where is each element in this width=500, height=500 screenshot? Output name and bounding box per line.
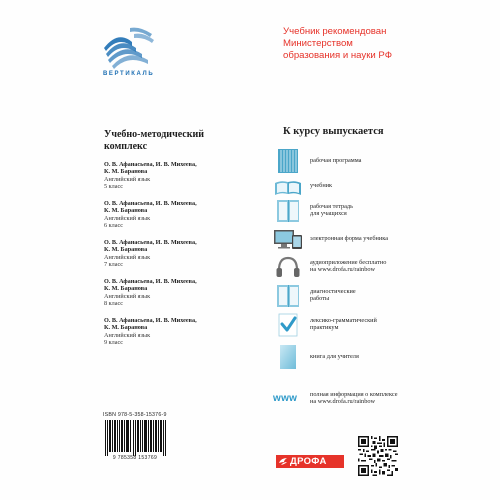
logo-text: ВЕРТИКАЛЬ <box>103 71 155 77</box>
drofa-bird-icon <box>279 457 288 466</box>
component-workbook: рабочая тетрадь для учащихся <box>273 198 473 226</box>
workbook-icon <box>273 198 303 224</box>
vertikal-logo-icon <box>100 20 158 78</box>
series-title: К курсу выпускается <box>283 126 384 137</box>
headphones-icon <box>273 254 303 280</box>
barcode-icon <box>103 420 167 456</box>
book-entry: О. В. Афанасьева, И. В. Михеева, К. М. Баранова Английский язык 7 класс <box>104 239 197 268</box>
book-entry: О. В. Афанасьева, И. В. Михеева, К. М. Баранова Английский язык 8 класс <box>104 278 197 307</box>
barcode-number: 9 785358 153769 <box>112 455 158 461</box>
component-grammar-practice: лексико-грамматический практикум <box>273 312 473 340</box>
component-teacher-book: книга для учителя <box>273 344 473 372</box>
publisher-logo <box>276 455 344 468</box>
isbn-text: ISBN 978-5-358-15376-9 <box>103 412 167 418</box>
publisher-name: ДРОФА <box>290 456 327 467</box>
component-full-info: www полная информация о комплексе на www.drofa.ru/rainbow <box>273 386 473 414</box>
book-entry: О. В. Афанасьева, И. В. Михеева, К. М. Баранова Английский язык 6 класс <box>104 200 197 229</box>
umk-title: Учебно-методический комплекс <box>104 129 204 152</box>
component-diagnostic-works: диагностические работы <box>273 283 473 311</box>
qr-code-icon <box>358 436 398 476</box>
open-textbook-icon <box>273 173 303 199</box>
www-icon: www <box>273 393 298 404</box>
component-work-program: рабочая программа <box>273 148 473 176</box>
checkmark-book-icon <box>273 312 303 338</box>
component-electronic-textbook: электронная форма учебника <box>273 226 473 254</box>
electronic-textbook-icon <box>273 226 303 252</box>
work-program-icon <box>273 148 303 174</box>
book-entry: О. В. Афанасьева, И. В. Михеева, К. М. Баранова Английский язык 5 класс <box>104 161 197 190</box>
teacher-book-icon <box>273 344 303 370</box>
book-entry: О. В. Афанасьева, И. В. Михеева, К. М. Баранова Английский язык 9 класс <box>104 317 197 346</box>
diagnostic-book-icon <box>273 283 303 309</box>
recommendation-note: Учебник рекомендован Министерством образования и науки РФ <box>283 26 393 62</box>
component-textbook: учебник <box>273 173 473 201</box>
component-audio: аудиоприложение бесплатно на www.drofa.ru/rainbow <box>273 254 473 282</box>
